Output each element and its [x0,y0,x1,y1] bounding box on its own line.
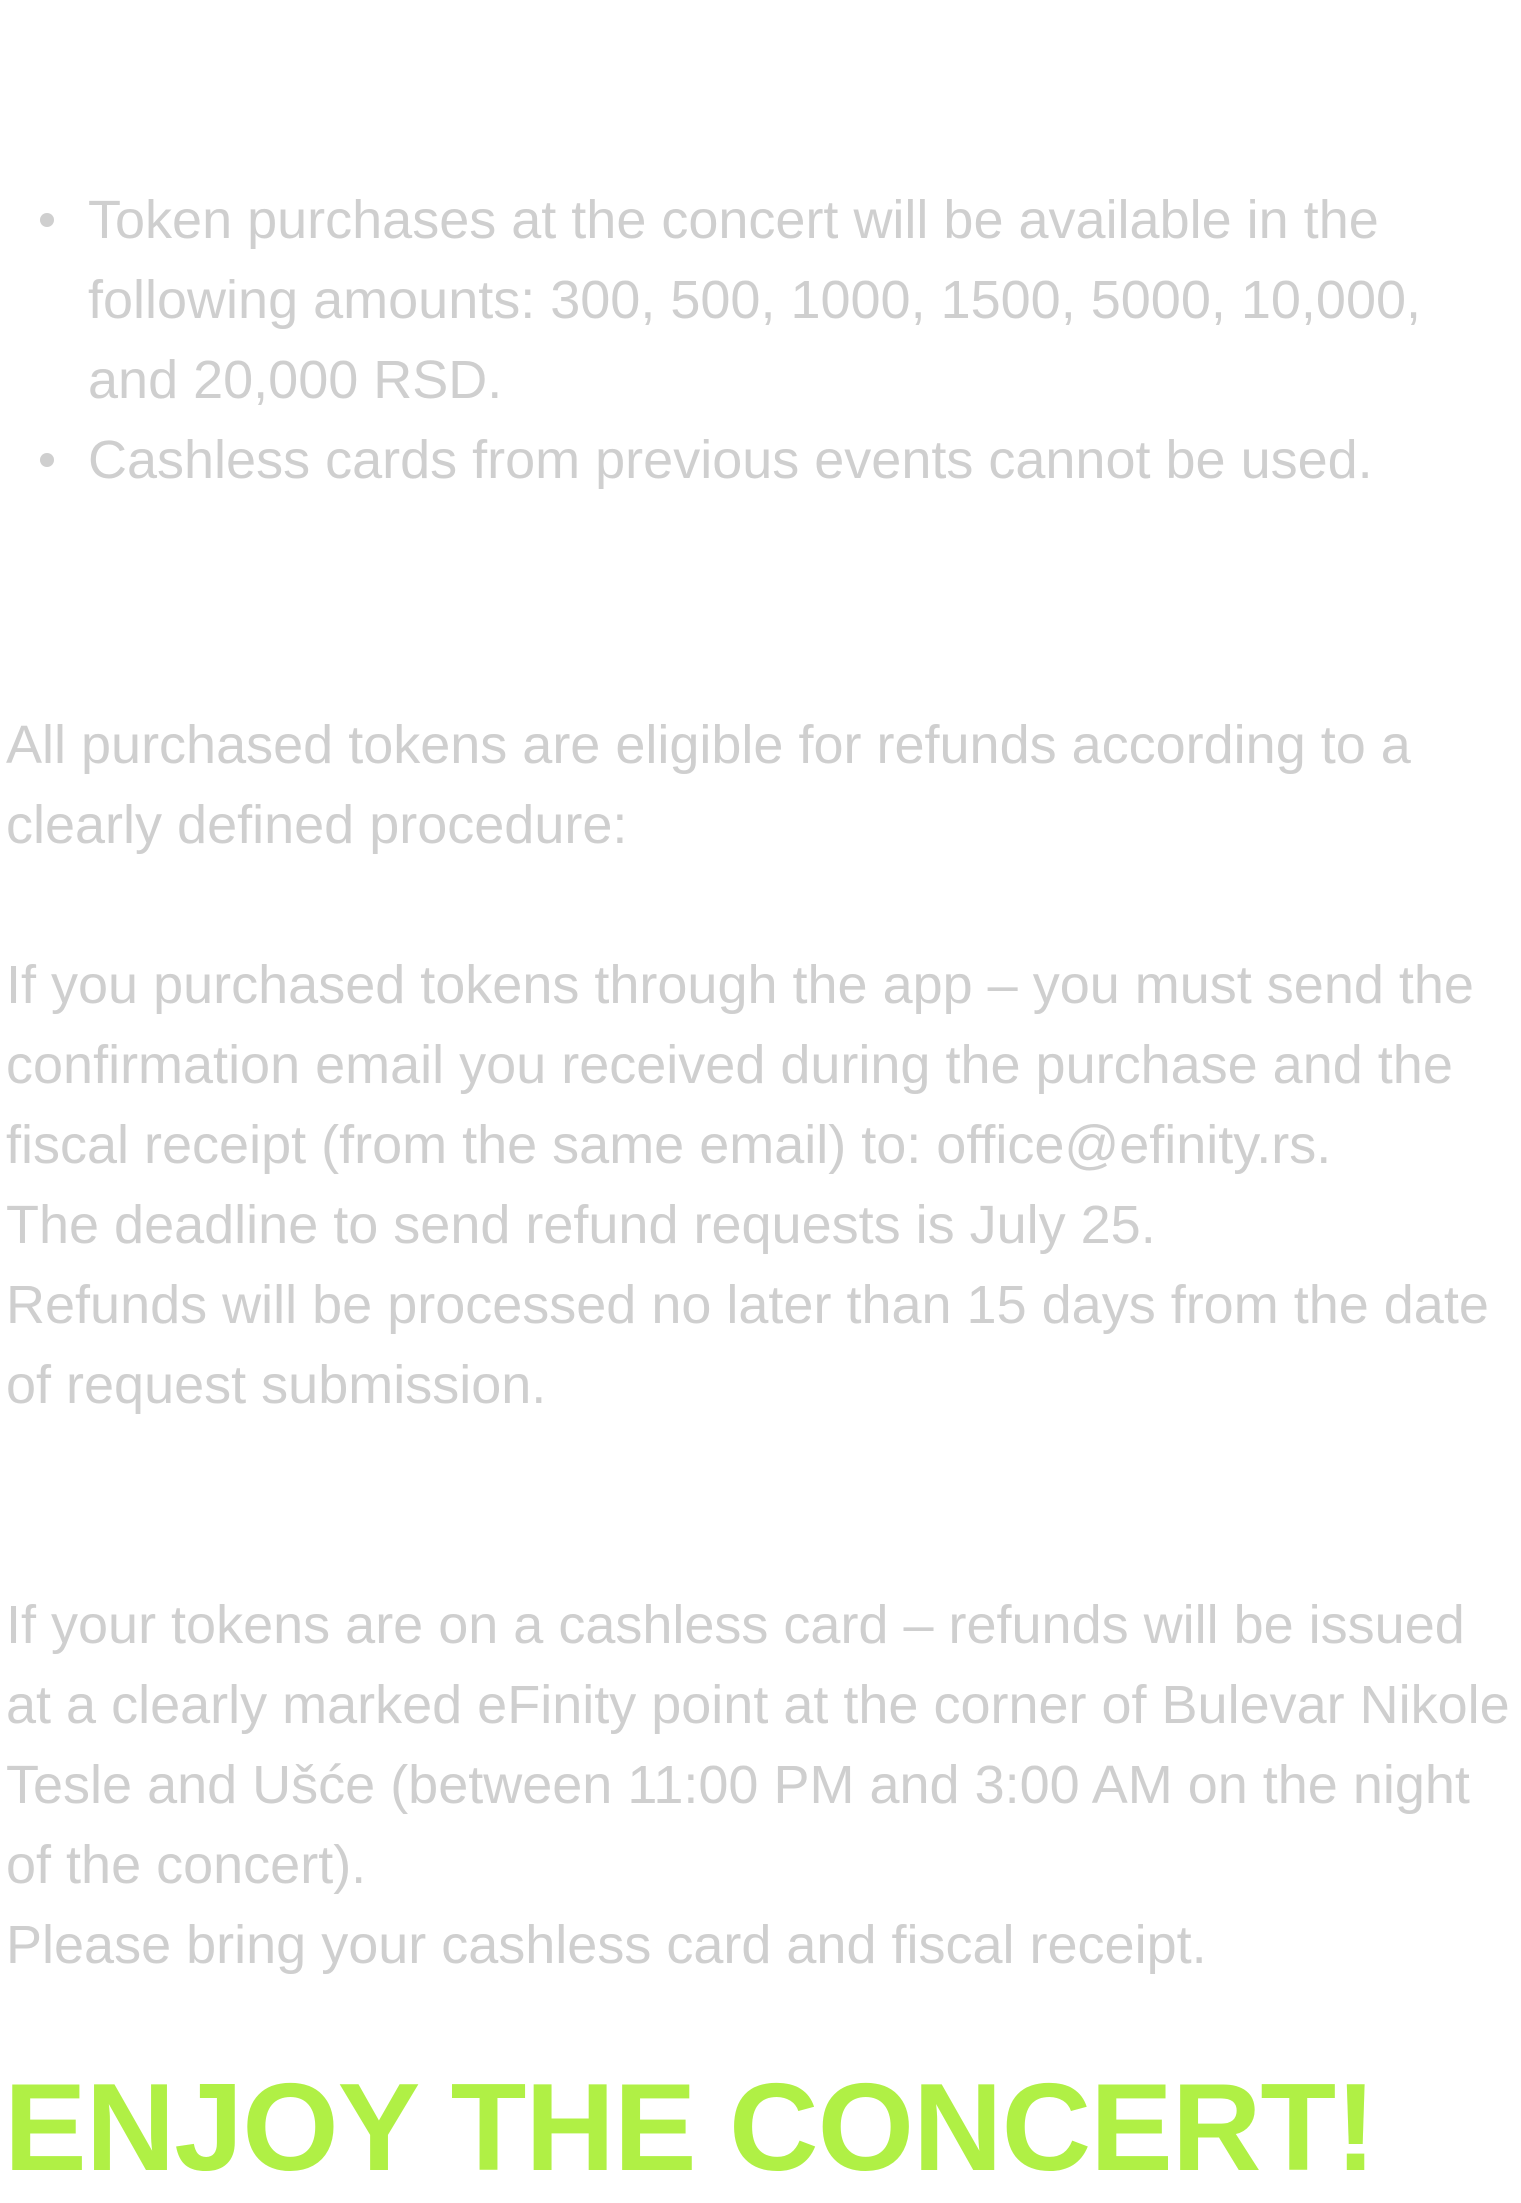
bullet-dot-icon [40,213,54,227]
cashless-cards-note: Cashless cards from previous events cannot be used. [88,430,1373,490]
card-refund-bring-note: Please bring your cashless card and fiscal receipt. [6,1915,1207,1975]
card-refund-section [6,1585,1511,1985]
app-refund-section [6,945,1511,1425]
app-refund-paragraph: If you purchased tokens through the app – you must send the confirmation email you received during the purchase and the fiscal receipt (from the same email) to: office@efinity.rs. [6,955,1474,1175]
bullet-dot-icon [40,453,54,467]
refund-processing-time: Refunds will be processed no later than 15 days from the date of request submission. [6,1275,1489,1415]
token-info-list [0,180,1521,500]
token-amounts-text: Token purchases at the concert will be available in the following amounts: 300, 500, 1000, 1500, 5000, 10,000, and 20,000 RSD. [88,190,1422,410]
refund-intro-text: All purchased tokens are eligible for refunds according to a clearly defined procedure: [6,715,1411,855]
refund-deadline: The deadline to send refund requests is July 25. [6,1195,1156,1255]
card-refund-paragraph: If your tokens are on a cashless card – refunds will be issued at a clearly marked eFinity point at the corner of Bulevar Nikole Tesle and Ušće (between 11:00 PM and 3:00 AM on the night of the concert). [6,1595,1510,1895]
list-item [0,420,1521,500]
list-item [0,180,1521,420]
refund-intro [6,705,1511,865]
closing-headline: ENJOY THE CONCERT! [4,2059,1376,2197]
